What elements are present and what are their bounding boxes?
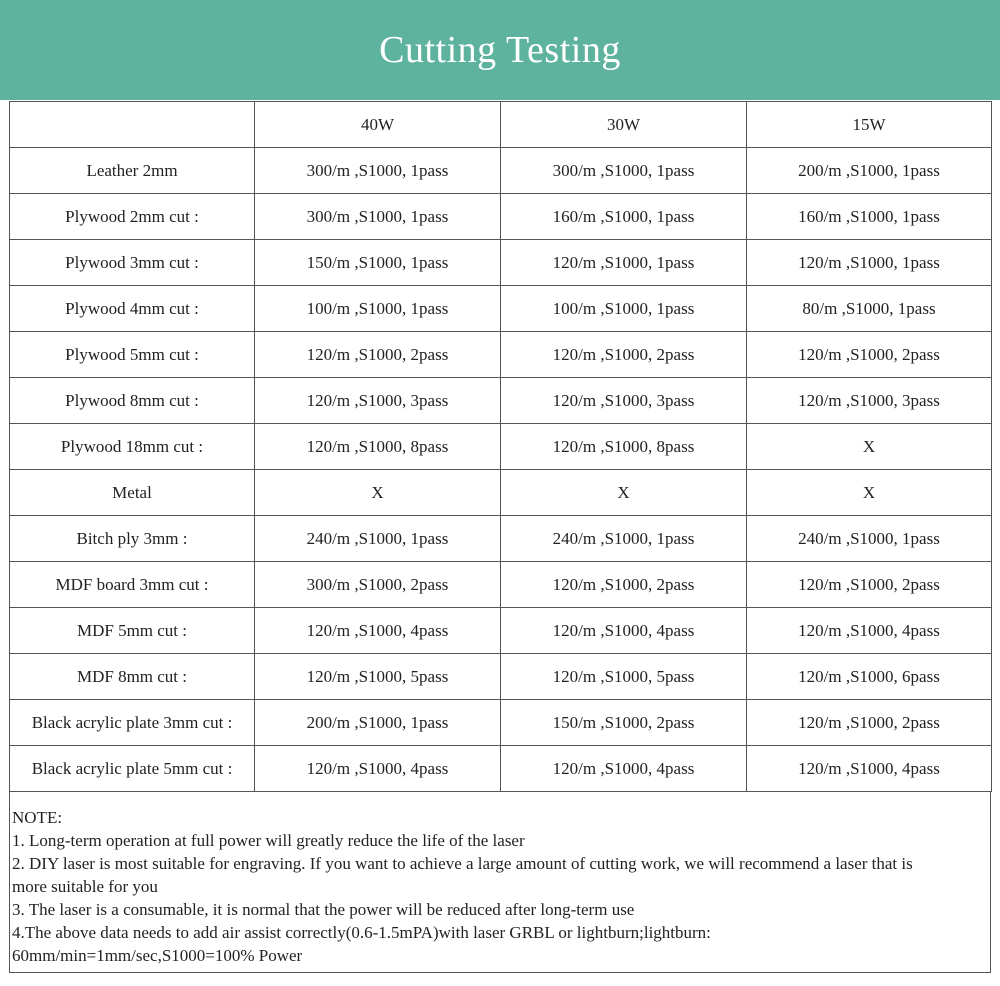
setting-cell-15w: 240/m ,S1000, 1pass bbox=[747, 516, 992, 562]
setting-cell-40w: 120/m ,S1000, 8pass bbox=[255, 424, 501, 470]
setting-cell-40w: 300/m ,S1000, 1pass bbox=[255, 194, 501, 240]
setting-cell-15w: X bbox=[747, 470, 992, 516]
notes-heading: NOTE: bbox=[12, 808, 63, 827]
material-cell: MDF 5mm cut : bbox=[10, 608, 255, 654]
material-cell: Black acrylic plate 3mm cut : bbox=[10, 700, 255, 746]
note-line-2a: 2. DIY laser is most suitable for engraving. If you want to achieve a large amount of cutting work, we will recommend a laser that is bbox=[12, 854, 913, 873]
setting-cell-15w: 120/m ,S1000, 4pass bbox=[747, 746, 992, 792]
setting-cell-40w: 100/m ,S1000, 1pass bbox=[255, 286, 501, 332]
material-cell: Black acrylic plate 5mm cut : bbox=[10, 746, 255, 792]
setting-cell-15w: 200/m ,S1000, 1pass bbox=[747, 148, 992, 194]
title-banner bbox=[0, 0, 1000, 100]
table-row bbox=[10, 470, 992, 516]
material-cell: Leather 2mm bbox=[10, 148, 255, 194]
cutting-table-container bbox=[9, 101, 991, 973]
setting-cell-40w: 200/m ,S1000, 1pass bbox=[255, 700, 501, 746]
setting-cell-40w: 120/m ,S1000, 3pass bbox=[255, 378, 501, 424]
setting-cell-30w: 100/m ,S1000, 1pass bbox=[501, 286, 747, 332]
table-header-row bbox=[10, 102, 992, 148]
setting-cell-15w: 120/m ,S1000, 3pass bbox=[747, 378, 992, 424]
setting-cell-30w: 120/m ,S1000, 4pass bbox=[501, 608, 747, 654]
setting-cell-30w: 120/m ,S1000, 2pass bbox=[501, 332, 747, 378]
cutting-table bbox=[9, 101, 992, 792]
material-cell: MDF 8mm cut : bbox=[10, 654, 255, 700]
header-cell-15w: 15W bbox=[747, 102, 992, 148]
page-title: Cutting Testing bbox=[379, 29, 621, 71]
table-row bbox=[10, 240, 992, 286]
material-cell: Plywood 8mm cut : bbox=[10, 378, 255, 424]
setting-cell-40w: 120/m ,S1000, 5pass bbox=[255, 654, 501, 700]
setting-cell-30w: 120/m ,S1000, 3pass bbox=[501, 378, 747, 424]
setting-cell-15w: 120/m ,S1000, 4pass bbox=[747, 608, 992, 654]
table-row bbox=[10, 654, 992, 700]
setting-cell-40w: 300/m ,S1000, 1pass bbox=[255, 148, 501, 194]
note-line-4a: 4.The above data needs to add air assist correctly(0.6-1.5mPA)with laser GRBL or lightburn;lightburn: bbox=[12, 923, 711, 942]
material-cell: Plywood 4mm cut : bbox=[10, 286, 255, 332]
setting-cell-40w: 300/m ,S1000, 2pass bbox=[255, 562, 501, 608]
setting-cell-15w: 120/m ,S1000, 2pass bbox=[747, 700, 992, 746]
material-cell: Plywood 3mm cut : bbox=[10, 240, 255, 286]
setting-cell-30w: 150/m ,S1000, 2pass bbox=[501, 700, 747, 746]
material-cell: Plywood 5mm cut : bbox=[10, 332, 255, 378]
setting-cell-30w: 120/m ,S1000, 1pass bbox=[501, 240, 747, 286]
setting-cell-40w: 120/m ,S1000, 2pass bbox=[255, 332, 501, 378]
material-cell: MDF board 3mm cut : bbox=[10, 562, 255, 608]
note-line-1: 1. Long-term operation at full power will greatly reduce the life of the laser bbox=[12, 831, 525, 850]
table-row bbox=[10, 562, 992, 608]
setting-cell-40w: X bbox=[255, 470, 501, 516]
table-row bbox=[10, 746, 992, 792]
setting-cell-30w: 120/m ,S1000, 5pass bbox=[501, 654, 747, 700]
setting-cell-40w: 150/m ,S1000, 1pass bbox=[255, 240, 501, 286]
setting-cell-15w: 120/m ,S1000, 1pass bbox=[747, 240, 992, 286]
setting-cell-30w: 120/m ,S1000, 4pass bbox=[501, 746, 747, 792]
material-cell: Metal bbox=[10, 470, 255, 516]
table-row bbox=[10, 148, 992, 194]
material-cell: Plywood 18mm cut : bbox=[10, 424, 255, 470]
setting-cell-15w: 80/m ,S1000, 1pass bbox=[747, 286, 992, 332]
setting-cell-15w: 120/m ,S1000, 2pass bbox=[747, 562, 992, 608]
table-row bbox=[10, 194, 992, 240]
setting-cell-40w: 120/m ,S1000, 4pass bbox=[255, 746, 501, 792]
setting-cell-30w: 120/m ,S1000, 2pass bbox=[501, 562, 747, 608]
header-cell-40w: 40W bbox=[255, 102, 501, 148]
table-row bbox=[10, 424, 992, 470]
table-row bbox=[10, 286, 992, 332]
notes-section bbox=[9, 792, 991, 973]
table-row bbox=[10, 332, 992, 378]
material-cell: Bitch ply 3mm : bbox=[10, 516, 255, 562]
setting-cell-15w: 160/m ,S1000, 1pass bbox=[747, 194, 992, 240]
header-cell-30w: 30W bbox=[501, 102, 747, 148]
table-row bbox=[10, 516, 992, 562]
table-row bbox=[10, 608, 992, 654]
setting-cell-30w: 240/m ,S1000, 1pass bbox=[501, 516, 747, 562]
setting-cell-40w: 240/m ,S1000, 1pass bbox=[255, 516, 501, 562]
setting-cell-15w: 120/m ,S1000, 6pass bbox=[747, 654, 992, 700]
setting-cell-30w: 160/m ,S1000, 1pass bbox=[501, 194, 747, 240]
material-cell: Plywood 2mm cut : bbox=[10, 194, 255, 240]
setting-cell-40w: 120/m ,S1000, 4pass bbox=[255, 608, 501, 654]
setting-cell-30w: 120/m ,S1000, 8pass bbox=[501, 424, 747, 470]
table-row bbox=[10, 378, 992, 424]
setting-cell-30w: X bbox=[501, 470, 747, 516]
note-line-3: 3. The laser is a consumable, it is normal that the power will be reduced after long-term use bbox=[12, 900, 635, 919]
header-cell-material bbox=[10, 102, 255, 148]
setting-cell-30w: 300/m ,S1000, 1pass bbox=[501, 148, 747, 194]
setting-cell-15w: X bbox=[747, 424, 992, 470]
table-row bbox=[10, 700, 992, 746]
note-line-2b: more suitable for you bbox=[12, 877, 158, 896]
setting-cell-15w: 120/m ,S1000, 2pass bbox=[747, 332, 992, 378]
note-line-4b: 60mm/min=1mm/sec,S1000=100% Power bbox=[12, 946, 303, 965]
